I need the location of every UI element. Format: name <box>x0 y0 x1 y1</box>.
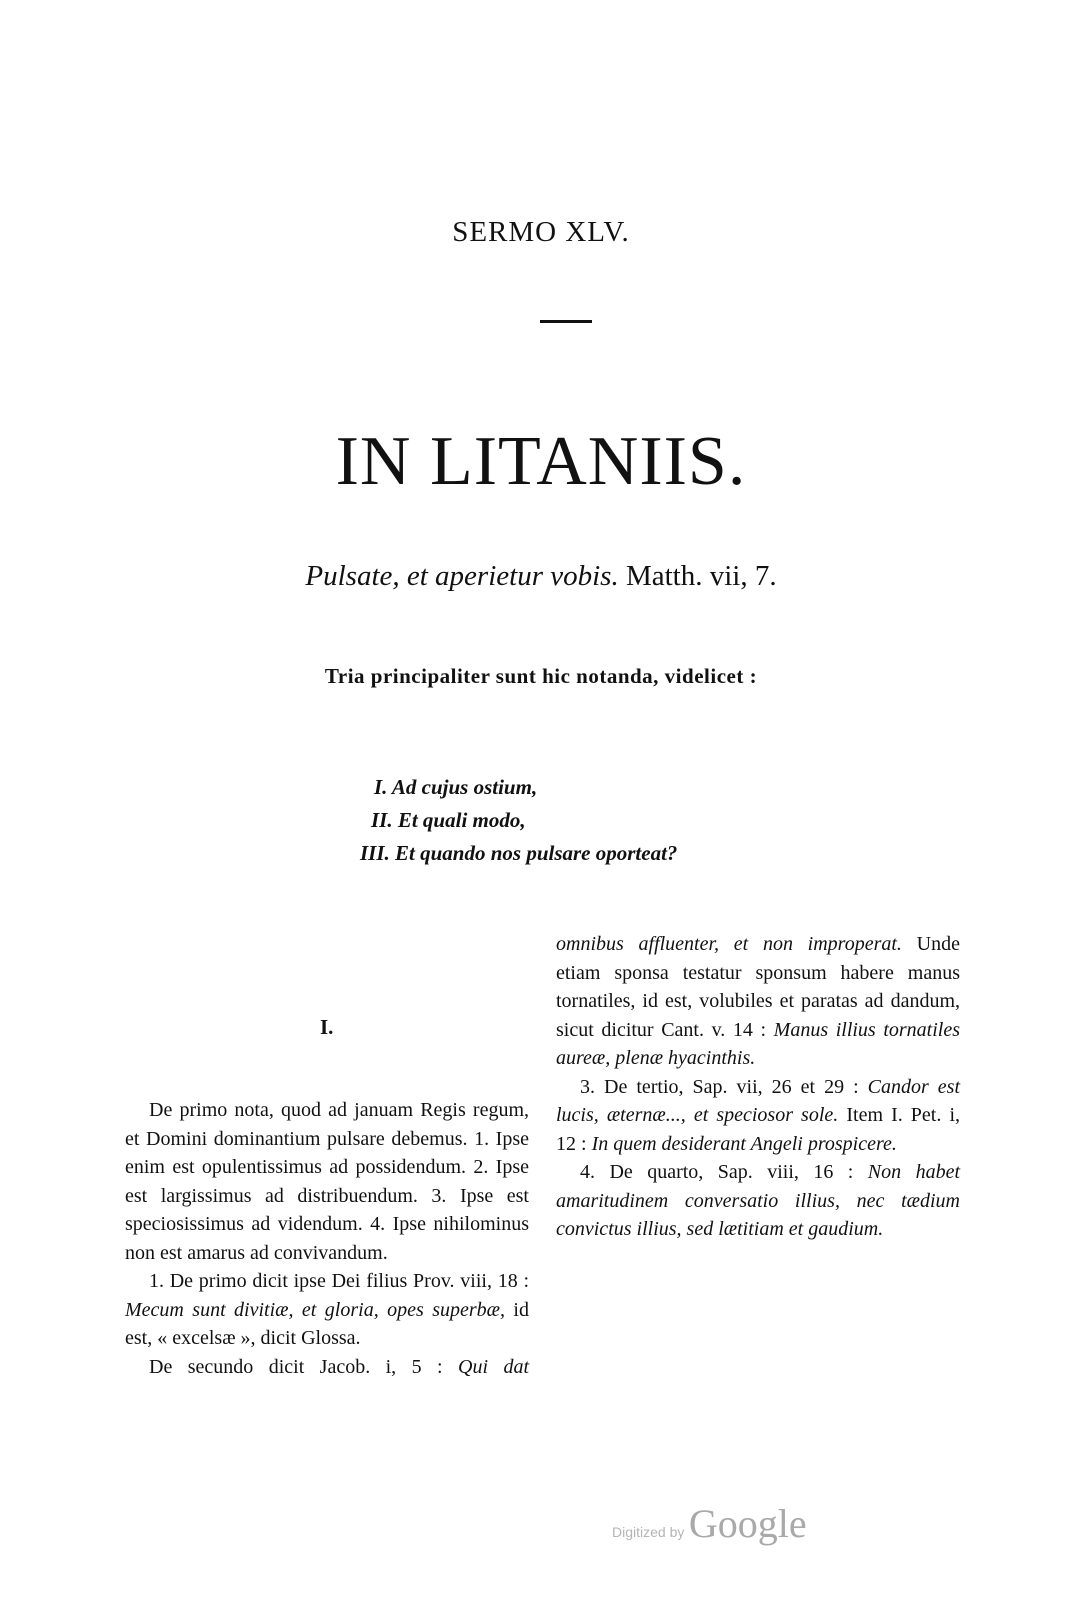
intro-line: Tria principaliter sunt hic notanda, videlicet : <box>324 664 758 688</box>
epigraph <box>0 560 1082 593</box>
google-watermark <box>612 1500 807 1547</box>
section-heading: I. <box>320 1015 334 1039</box>
outline-item: II. Et quali modo, <box>371 808 526 832</box>
paragraph: 4. De quarto, Sap. viii, 16 : Non habet amaritudinem conversatio illius, nec tædium convictus illius, sed lætitiam et gaudium. <box>556 1161 961 1240</box>
outline-item: I. Ad cujus ostium, <box>374 775 538 799</box>
title-divider <box>540 320 592 323</box>
outline-list <box>360 771 677 870</box>
paragraph: omnibus affluenter, et non improperat. Unde etiam sponsa testatur sponsum habere manus tornatiles, id est, volubiles et paratas ad dandum, sicut dicitur Cant. v. 14 : Manus illius tornatiles aureæ, plenæ hyacinthis. <box>556 933 960 1069</box>
paragraph: De primo nota, quod ad januam Regis regum, et Domini dominantium pulsare debemus. 1. Ipse enim est opulentissimus ad possidendum. 2. Ipse est largissimus ad distribuendum. 3. Ipse est speciosissimus ad videndum. 4. Ipse nihilominus non est amarus ad convivandum. <box>125 1099 529 1264</box>
page-title: IN LITANIIS. <box>335 423 747 500</box>
watermark-prefix: Digitized by <box>612 1524 685 1540</box>
right-column <box>556 930 960 1244</box>
paragraph: 3. De tertio, Sap. vii, 26 et 29 : Candor est lucis, æternæ..., et speciosor sole. Item I. Pet. i, 12 : In quem desiderant Angeli prospicere. <box>556 1075 960 1155</box>
epigraph-reference: Matth. vii, 7. <box>625 560 777 592</box>
google-logo: Google <box>688 1501 807 1546</box>
epigraph-quote: Pulsate, et aperietur vobis. <box>305 560 619 592</box>
sermon-number: SERMO XLV. <box>452 216 630 248</box>
outline-item: III. Et quando nos pulsare oporteat? <box>360 841 678 865</box>
paragraph: 1. De primo dicit ipse Dei filius Prov. viii, 18 : Mecum sunt divitiæ, et gloria, opes superbæ, id est, « excelsæ », dicit Glossa. <box>125 1270 529 1349</box>
paragraph: De secundo dicit Jacob. i, 5 : Qui dat <box>149 1355 529 1378</box>
left-column <box>125 1096 529 1381</box>
